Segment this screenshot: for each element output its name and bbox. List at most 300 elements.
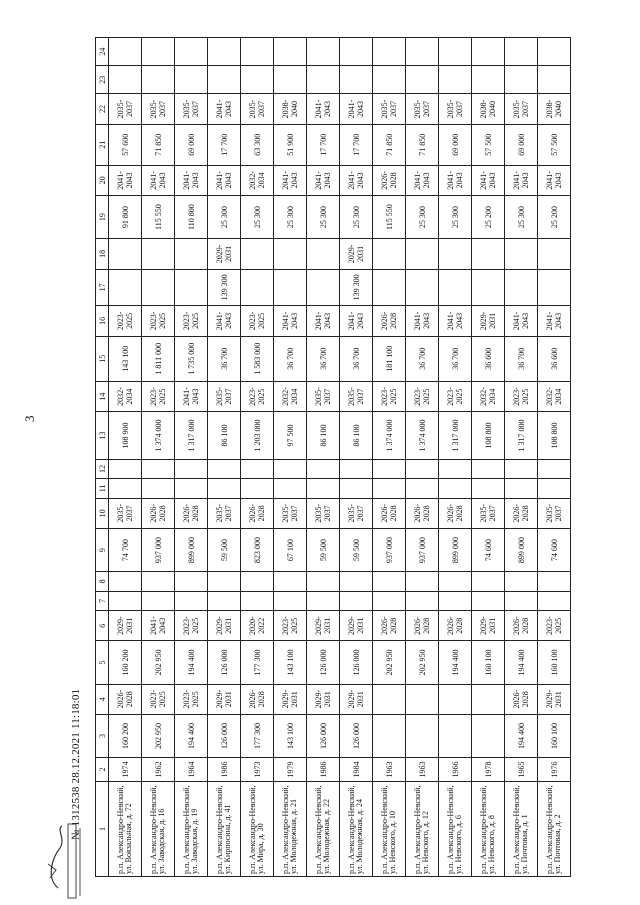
table-cell: 126 000: [307, 641, 340, 684]
table-cell: 2029-2031: [340, 239, 373, 269]
table-cell: 1 317 000: [175, 412, 208, 460]
table-cell: [340, 591, 373, 610]
table-cell: [538, 269, 571, 306]
table-cell: 36 700: [439, 336, 472, 381]
table-cell: [505, 38, 538, 66]
table-cell: [472, 38, 505, 66]
address-cell: р.п. Александро-Невский, ул. Кирпосина, д. 41: [208, 781, 241, 876]
table-cell: [505, 479, 538, 498]
table-cell: 823 000: [241, 528, 274, 571]
table-cell: 2041-2043: [208, 94, 241, 124]
table-cell: 2023-2025: [505, 381, 538, 411]
address-cell: р.п. Александро-Невский, ул. Почтовая, д. 2: [538, 781, 571, 876]
table-cell: [274, 459, 307, 478]
table-cell: 194 400: [175, 641, 208, 684]
table-cell: 25 300: [208, 196, 241, 239]
address-cell: р.п. Александро-Невский, ул. Почтовая, д. 1: [505, 781, 538, 876]
table-cell: 1974: [109, 758, 142, 782]
table-row: [439, 38, 472, 877]
table-cell: 1978: [472, 758, 505, 782]
table-cell: 2041-2043: [274, 165, 307, 195]
table-cell: [340, 479, 373, 498]
column-number-5: 5: [96, 641, 109, 684]
table-cell: 2026-2028: [406, 498, 439, 528]
table-cell: 2041-2043: [208, 165, 241, 195]
table-cell: 63 300: [241, 124, 274, 165]
table-cell: 160 200: [109, 641, 142, 684]
table-cell: 2041-2043: [307, 94, 340, 124]
table-cell: 2026-2028: [109, 684, 142, 714]
table-cell: 36 700: [274, 336, 307, 381]
column-number-20: 20: [96, 165, 109, 195]
table-cell: 36 700: [406, 336, 439, 381]
table-cell: [373, 684, 406, 714]
table-cell: [274, 239, 307, 269]
table-cell: 91 800: [109, 196, 142, 239]
table-cell: 2038-2040: [472, 94, 505, 124]
table-cell: 2041-2043: [142, 611, 175, 641]
table-cell: 2026-2028: [241, 498, 274, 528]
table-cell: 2032-2034: [274, 381, 307, 411]
table-cell: 2035-2037: [208, 498, 241, 528]
table-cell: 2041-2043: [175, 165, 208, 195]
table-cell: [142, 572, 175, 591]
table-cell: 1986: [208, 758, 241, 782]
table-cell: [142, 479, 175, 498]
column-number-4: 4: [96, 684, 109, 714]
table-cell: [505, 591, 538, 610]
column-number-24: 24: [96, 38, 109, 66]
rotated-table-container: [95, 37, 635, 877]
table-cell: 2029-2031: [274, 684, 307, 714]
table-cell: 1966: [439, 758, 472, 782]
table-cell: 71 850: [406, 124, 439, 165]
table-cell: 36 700: [307, 336, 340, 381]
table-cell: 2023-2025: [175, 611, 208, 641]
table-cell: [109, 572, 142, 591]
table-cell: [274, 591, 307, 610]
table-cell: [241, 38, 274, 66]
table-cell: 2035-2037: [439, 94, 472, 124]
table-cell: 2032-2034: [241, 165, 274, 195]
table-cell: [505, 66, 538, 94]
table-cell: 2023-2025: [175, 684, 208, 714]
address-cell: р.п. Александро-Невский, ул. Невского, д. 12: [406, 781, 439, 876]
column-number-14: 14: [96, 381, 109, 411]
table-cell: [439, 479, 472, 498]
table-cell: [109, 239, 142, 269]
table-cell: 108 900: [109, 412, 142, 460]
table-cell: [241, 479, 274, 498]
table-cell: 36 700: [340, 336, 373, 381]
table-cell: 86 100: [307, 412, 340, 460]
table-cell: [406, 714, 439, 757]
table-cell: [274, 38, 307, 66]
table-cell: [241, 239, 274, 269]
table-cell: [538, 66, 571, 94]
table-cell: [373, 479, 406, 498]
table-row: [109, 38, 142, 877]
address-cell: р.п. Александро-Невский, ул. Заводская, д. 16: [142, 781, 175, 876]
table-cell: [472, 684, 505, 714]
table-cell: 2029-2031: [208, 684, 241, 714]
address-cell: р.п. Александро-Невский, ул. Заводская, д. 19: [175, 781, 208, 876]
table-cell: 160 200: [109, 714, 142, 757]
table-cell: 1964: [175, 758, 208, 782]
table-cell: 2023-2025: [373, 381, 406, 411]
table-cell: [142, 66, 175, 94]
table-cell: [142, 591, 175, 610]
table-cell: 2026-2028: [505, 611, 538, 641]
table-cell: 2029-2031: [307, 611, 340, 641]
table-cell: 115 550: [373, 196, 406, 239]
table-cell: 17 700: [208, 124, 241, 165]
table-cell: 2041-2043: [505, 165, 538, 195]
table-cell: 2041-2043: [109, 165, 142, 195]
table-cell: 1 811 000: [142, 336, 175, 381]
address-cell: р.п. Александро-Невский, ул. Невского, д. 8: [472, 781, 505, 876]
table-cell: [538, 591, 571, 610]
table-cell: 2026-2028: [373, 498, 406, 528]
table-cell: 202 950: [142, 714, 175, 757]
table-cell: 177 300: [241, 641, 274, 684]
table-cell: 36 600: [472, 336, 505, 381]
table-cell: 51 900: [274, 124, 307, 165]
table-cell: 25 300: [307, 196, 340, 239]
table-cell: 2035-2037: [109, 94, 142, 124]
table-cell: [241, 591, 274, 610]
address-cell: р.п. Александро-Невский, ул. Молодежная, д. 22: [307, 781, 340, 876]
table-cell: 2029-2031: [340, 684, 373, 714]
table-cell: 1973: [241, 758, 274, 782]
table-cell: [175, 38, 208, 66]
table-cell: 126 000: [340, 714, 373, 757]
table-cell: 2035-2037: [307, 381, 340, 411]
table-cell: [208, 591, 241, 610]
table-cell: [307, 572, 340, 591]
table-cell: 2023-2025: [175, 306, 208, 336]
table-row: [274, 38, 307, 877]
table-row: [208, 38, 241, 877]
address-cell: р.п. Александро-Невский, ул. Мира, д. 30: [241, 781, 274, 876]
table-cell: 2041-2043: [340, 306, 373, 336]
table-cell: [307, 591, 340, 610]
table-cell: 2041-2043: [307, 165, 340, 195]
table-cell: 2026-2028: [406, 611, 439, 641]
table-cell: 25 300: [274, 196, 307, 239]
page-number: 3: [22, 415, 37, 422]
column-number-12: 12: [96, 459, 109, 478]
table-cell: 17 700: [307, 124, 340, 165]
table-cell: [406, 269, 439, 306]
table-cell: [109, 459, 142, 478]
table-cell: 139 300: [208, 269, 241, 306]
table-cell: 2041-2043: [505, 306, 538, 336]
table-cell: [340, 459, 373, 478]
table-cell: 2029-2031: [340, 611, 373, 641]
column-number-17: 17: [96, 269, 109, 306]
table-cell: 160 100: [538, 641, 571, 684]
table-cell: 97 500: [274, 412, 307, 460]
table-cell: 2035-2037: [373, 94, 406, 124]
table-cell: 181 100: [373, 336, 406, 381]
table-cell: 1 317 000: [439, 412, 472, 460]
table-cell: [307, 38, 340, 66]
column-number-21: 21: [96, 124, 109, 165]
table-cell: 2038-2040: [274, 94, 307, 124]
address-cell: р.п. Александро-Невский, ул. Молодежная, д. 21: [274, 781, 307, 876]
table-cell: 937 000: [406, 528, 439, 571]
table-cell: 2032-2034: [538, 381, 571, 411]
table-cell: [472, 714, 505, 757]
table-cell: 2035-2037: [274, 498, 307, 528]
table-cell: [274, 479, 307, 498]
table-cell: [307, 459, 340, 478]
table-cell: 2023-2025: [439, 381, 472, 411]
address-cell: р.п. Александро-Невский, ул. Молодежная, д. 24: [340, 781, 373, 876]
table-cell: [373, 459, 406, 478]
table-cell: [208, 572, 241, 591]
table-cell: 2023-2025: [406, 381, 439, 411]
table-cell: [175, 66, 208, 94]
table-cell: 57 600: [109, 124, 142, 165]
table-cell: [340, 66, 373, 94]
table-cell: 2032-2034: [109, 381, 142, 411]
table-row: [142, 38, 175, 877]
table-cell: 1 203 000: [241, 412, 274, 460]
table-cell: 2029-2031: [472, 306, 505, 336]
table-cell: 2023-2025: [142, 306, 175, 336]
table-cell: [538, 38, 571, 66]
table-cell: 2035-2037: [472, 498, 505, 528]
table-cell: [439, 459, 472, 478]
table-cell: 143 100: [274, 641, 307, 684]
table-cell: 36 700: [208, 336, 241, 381]
table-cell: 25 300: [340, 196, 373, 239]
table-cell: 2029-2031: [109, 611, 142, 641]
table-cell: [373, 66, 406, 94]
table-cell: [472, 572, 505, 591]
table-cell: 2035-2037: [340, 498, 373, 528]
table-cell: 25 300: [439, 196, 472, 239]
table-cell: [208, 459, 241, 478]
table-cell: 17 700: [340, 124, 373, 165]
table-cell: 937 000: [373, 528, 406, 571]
table-cell: [373, 239, 406, 269]
table-cell: 899 000: [505, 528, 538, 571]
table-cell: [373, 572, 406, 591]
table-cell: 2029-2031: [208, 611, 241, 641]
table-cell: 2032-2034: [472, 381, 505, 411]
table-cell: [109, 479, 142, 498]
table-cell: 139 300: [340, 269, 373, 306]
table-cell: 194 400: [505, 641, 538, 684]
table-cell: 25 200: [538, 196, 571, 239]
table-cell: 2023-2025: [241, 381, 274, 411]
table-cell: 2041-2043: [142, 165, 175, 195]
table-cell: [439, 239, 472, 269]
table-cell: [439, 269, 472, 306]
table-cell: 1963: [406, 758, 439, 782]
column-number-11: 11: [96, 479, 109, 498]
table-cell: 59 500: [307, 528, 340, 571]
table-row: [307, 38, 340, 877]
table-cell: [340, 572, 373, 591]
capital-repair-table: [95, 37, 571, 877]
table-cell: [274, 572, 307, 591]
table-cell: 110 800: [175, 196, 208, 239]
table-cell: 2026-2028: [373, 611, 406, 641]
table-cell: 2041-2043: [439, 165, 472, 195]
table-cell: [439, 684, 472, 714]
table-cell: [241, 572, 274, 591]
table-cell: 25 200: [472, 196, 505, 239]
table-cell: [439, 38, 472, 66]
table-cell: 74 600: [538, 528, 571, 571]
table-cell: 126 000: [340, 641, 373, 684]
table-cell: [505, 572, 538, 591]
table-cell: 177 300: [241, 714, 274, 757]
table-cell: 126 000: [208, 641, 241, 684]
table-cell: 2035-2037: [208, 381, 241, 411]
signature-stamp-icon: [38, 818, 90, 904]
table-cell: 69 000: [175, 124, 208, 165]
table-cell: [472, 479, 505, 498]
table-cell: 1 374 000: [406, 412, 439, 460]
table-cell: 2023-2025: [538, 611, 571, 641]
table-cell: [472, 66, 505, 94]
table-cell: [538, 459, 571, 478]
table-cell: [373, 714, 406, 757]
table-cell: 194 400: [439, 641, 472, 684]
table-cell: 1 374 000: [373, 412, 406, 460]
column-number-16: 16: [96, 306, 109, 336]
table-cell: [538, 479, 571, 498]
table-cell: 2041-2043: [538, 165, 571, 195]
table-cell: 2035-2037: [142, 94, 175, 124]
table-cell: 2023-2025: [241, 306, 274, 336]
table-cell: 25 300: [406, 196, 439, 239]
table-cell: [175, 479, 208, 498]
table-cell: [307, 479, 340, 498]
table-cell: [241, 66, 274, 94]
table-cell: 25 300: [505, 196, 538, 239]
table-cell: 2041-2043: [340, 165, 373, 195]
table-cell: 1965: [505, 758, 538, 782]
table-cell: [472, 269, 505, 306]
table-cell: [274, 269, 307, 306]
table-cell: 2035-2037: [505, 94, 538, 124]
table-cell: [505, 459, 538, 478]
table-cell: [208, 66, 241, 94]
table-cell: [142, 239, 175, 269]
table-cell: 202 950: [373, 641, 406, 684]
table-cell: 194 400: [175, 714, 208, 757]
table-cell: 25 300: [241, 196, 274, 239]
column-number-3: 3: [96, 714, 109, 757]
table-cell: [142, 38, 175, 66]
table-cell: 194 400: [505, 714, 538, 757]
table-cell: [109, 66, 142, 94]
table-cell: 2041-2043: [175, 381, 208, 411]
table-cell: [505, 269, 538, 306]
table-cell: 36 600: [538, 336, 571, 381]
table-cell: [241, 459, 274, 478]
table-row: [538, 38, 571, 877]
column-number-13: 13: [96, 412, 109, 460]
table-cell: 36 700: [505, 336, 538, 381]
column-number-2: 2: [96, 758, 109, 782]
table-cell: 2041-2043: [406, 306, 439, 336]
table-cell: [142, 269, 175, 306]
table-cell: 2035-2037: [538, 498, 571, 528]
table-row: [505, 38, 538, 877]
table-row: [406, 38, 439, 877]
table-cell: 74 700: [109, 528, 142, 571]
column-number-23: 23: [96, 66, 109, 94]
table-cell: 57 500: [472, 124, 505, 165]
column-number-19: 19: [96, 196, 109, 239]
table-cell: 108 800: [538, 412, 571, 460]
table-cell: [142, 459, 175, 478]
table-row: [340, 38, 373, 877]
table-cell: [406, 684, 439, 714]
table-cell: [373, 38, 406, 66]
table-cell: 71 850: [142, 124, 175, 165]
document-stamp-line: № 1312538 28.12.2021 11:18:01: [70, 688, 82, 840]
address-cell: р.п. Александро-Невский, ул. Вокзальная, д. 72: [109, 781, 142, 876]
table-cell: 67 100: [274, 528, 307, 571]
table-cell: 2026-2028: [142, 498, 175, 528]
table-cell: [109, 269, 142, 306]
table-cell: 160 100: [538, 714, 571, 757]
table-cell: 202 950: [142, 641, 175, 684]
table-cell: [208, 479, 241, 498]
table-cell: [406, 479, 439, 498]
table-row: [472, 38, 505, 877]
table-cell: 2041-2043: [472, 165, 505, 195]
table-cell: 2026-2028: [373, 306, 406, 336]
table-cell: 899 000: [439, 528, 472, 571]
table-cell: 1979: [274, 758, 307, 782]
column-number-9: 9: [96, 528, 109, 571]
table-cell: 2026-2028: [241, 684, 274, 714]
table-cell: [439, 714, 472, 757]
table-cell: 2026-2028: [439, 498, 472, 528]
table-cell: 2026-2028: [373, 165, 406, 195]
table-cell: [274, 66, 307, 94]
table-cell: [175, 269, 208, 306]
table-row: [373, 38, 406, 877]
table-cell: 69 000: [439, 124, 472, 165]
table-cell: 2038-2040: [538, 94, 571, 124]
table-cell: 57 500: [538, 124, 571, 165]
table-cell: 2023-2025: [142, 381, 175, 411]
table-cell: 1976: [538, 758, 571, 782]
table-cell: 2029-2031: [472, 611, 505, 641]
table-cell: 143 100: [109, 336, 142, 381]
table-cell: [472, 239, 505, 269]
table-cell: [439, 66, 472, 94]
table-cell: 126 000: [307, 714, 340, 757]
table-cell: [472, 591, 505, 610]
table-cell: [538, 572, 571, 591]
table-cell: 2035-2037: [340, 381, 373, 411]
table-cell: [307, 239, 340, 269]
table-cell: 86 100: [340, 412, 373, 460]
table-cell: 59 500: [208, 528, 241, 571]
column-number-row: [96, 38, 109, 877]
